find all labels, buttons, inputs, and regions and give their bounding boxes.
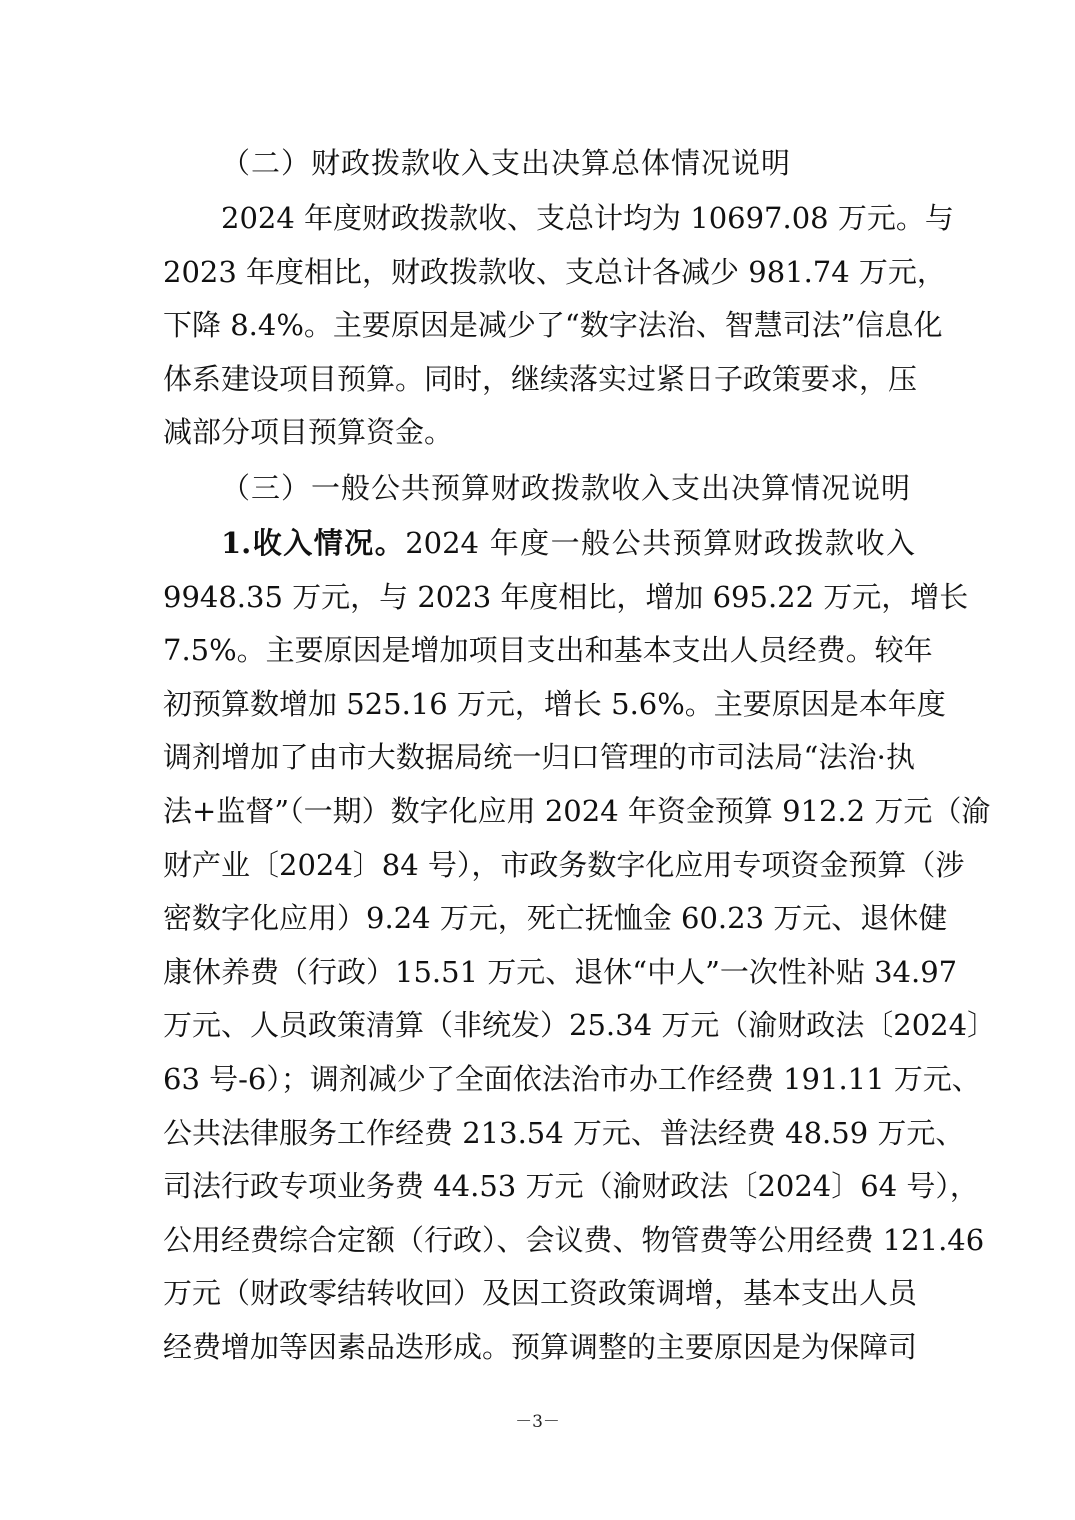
section-2-paragraph [163, 192, 954, 460]
paragraph-line: 减部分项目预算资金。 [163, 415, 454, 450]
page-number: －3－ [515, 1412, 560, 1432]
income-lead: 1.收入情况。 [221, 525, 406, 560]
paragraph-line: 财产业〔2024〕84 号），市政务数字化应用专项资金预算（涉 [163, 847, 965, 882]
paragraph-line: 公用经费综合定额（行政）、会议费、物管费等公用经费 121.46 [163, 1222, 985, 1257]
section-3-paragraph [163, 517, 997, 1375]
paragraph-line: 7.5%。主要原因是增加项目支出和基本支出人员经费。较年 [163, 633, 933, 668]
paragraph-line: 下降 8.4%。主要原因是减少了“数字法治、智慧司法”信息化 [163, 308, 943, 343]
first-line-text: 2024 年度一般公共预算财政拨款收入 [405, 525, 915, 560]
paragraph-line [163, 517, 915, 571]
paragraph-line: 调剂增加了由市大数据局统一归口管理的市司法局“法治·执 [163, 740, 915, 775]
paragraph-line: 密数字化应用）9.24 万元，死亡抚恤金 60.23 万元、退休健 [163, 901, 948, 936]
paragraph-line: 法+监督”（一期）数字化应用 2024 年资金预算 912.2 万元（渝 [163, 793, 991, 828]
paragraph-line: 2023 年度相比，财政拨款收、支总计各减少 981.74 万元， [163, 254, 946, 289]
paragraph-line: 康休养费（行政）15.51 万元、退休“中人”一次性补贴 34.97 [163, 954, 958, 989]
paragraph-line: 公共法律服务工作经费 213.54 万元、普法经费 48.59 万元、 [163, 1115, 965, 1150]
section-3-heading: （三）一般公共预算财政拨款收入支出决算情况说明 [221, 470, 912, 505]
section-2-heading: （二）财政拨款收入支出决算总体情况说明 [221, 146, 792, 180]
paragraph-line: 万元、人员政策清算（非统发）25.34 万元（渝财政法〔2024〕 [163, 1008, 997, 1043]
paragraph-line: 63 号-6）；调剂减少了全面依法治市办工作经费 191.11 万元、 [163, 1061, 981, 1096]
paragraph-line: 万元（财政零结转收回）及因工资政策调增，基本支出人员 [163, 1276, 918, 1311]
paragraph-line: 初预算数增加 525.16 万元，增长 5.6%。主要原因是本年度 [163, 686, 946, 721]
paragraph-line: 体系建设项目预算。同时，继续落实过紧日子政策要求，压 [163, 361, 918, 396]
paragraph-line: 司法行政专项业务费 44.53 万元（渝财政法〔2024〕64 号）， [163, 1169, 979, 1204]
paragraph-line: 2024 年度财政拨款收、支总计均为 10697.08 万元。与 [221, 201, 954, 235]
paragraph-line: 经费增加等因素品迭形成。预算调整的主要原因是为保障司 [163, 1329, 918, 1364]
paragraph-line: 9948.35 万元，与 2023 年度相比，增加 695.22 万元，增长 [163, 579, 969, 614]
page-content [163, 137, 997, 1374]
